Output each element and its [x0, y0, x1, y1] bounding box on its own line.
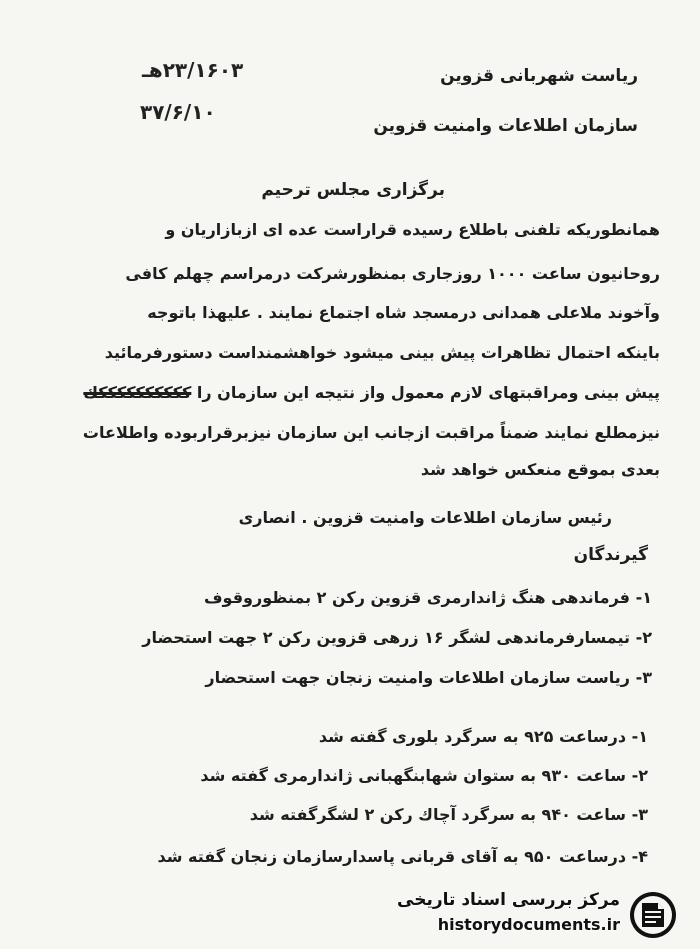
watermark-logo — [378, 888, 678, 944]
note-item-2: ۲- ساعت ۹۳۰ به ستوان شهابنگهبانى ژاندارمرى گفته شد — [200, 766, 648, 785]
note-item-1: ۱- درساعت ۹۲۵ به سرگرد بلورى گفته شد — [318, 727, 648, 746]
body-line-2: روحانيون ساعت ۱۰۰۰ روزجارى بمنظورشركت درمراسم چهلم كافى — [125, 264, 660, 283]
body-line-1: همانطوريكه تلفنى باطلاع رسيده قراراست عده اى ازبازاريان و — [165, 220, 660, 239]
note-item-4: ۴- درساعت ۹۵۰ به آقاى قربانى پاسدارسازمان زنجان گفته شد — [157, 847, 648, 866]
header-office: رياست شهربانى قزوين — [440, 66, 638, 86]
recipient-item-2: ۲- تيمسارفرماندهى لشگر ۱۶ زرهى قزوين ركن ۲ جهت استحضار — [142, 628, 652, 647]
reference-number: ۲۳/۱۶۰۳هـ — [142, 58, 244, 82]
body-line-4: باينكه احتمال تظاهرات پيش بينى ميشود خواهشمنداست دستورفرمائيد — [104, 343, 660, 362]
body-line-5 — [83, 383, 660, 402]
watermark-text-fa: مركز بررسى اسناد تاريخى — [397, 890, 620, 910]
recipient-item-1: ۱- فرماندهى هنگ ژاندارمرى قزوين ركن ۲ بمنظوروقوف — [203, 588, 652, 607]
note-item-3: ۳- ساعت ۹۴۰ به سرگرد آچاك ركن ۲ لشگرگفته شد — [249, 805, 648, 824]
struck-through-text: ككككككككككك — [83, 383, 192, 402]
header-organization: سازمان اطلاعات وامنيت قزوين — [373, 116, 638, 136]
body-line-6: نيزمطلع نمايند ضمناً مراقبت ازجانب اين سازمان نيزبرقراربوده واطلاعات — [82, 423, 660, 442]
document-date: ۳۷/۶/۱۰ — [140, 100, 216, 124]
body-line-7: بعدى بموقع منعكس خواهد شد — [420, 460, 660, 479]
signature-line: رئيس سازمان اطلاعات وامنيت قزوين . انصارى — [238, 508, 612, 527]
body-line-3: وآخوند ملاعلى همدانى درمسجد شاه اجتماع نمايند . عليهذا باتوجه — [147, 303, 660, 322]
recipient-item-3: ۳- رياست سازمان اطلاعات وامنيت زنجان جهت استحضار — [205, 668, 652, 687]
body-line-5-text: پيش بينى ومراقبتهاى لازم معمول واز نتيجه اين سازمان را — [196, 383, 660, 402]
recipients-heading: گيرندگان — [573, 545, 648, 565]
subject-title: برگزارى مجلس ترحيم — [261, 180, 445, 200]
watermark-text-en: historydocuments.ir — [437, 915, 620, 934]
document-center-logo-icon — [628, 890, 678, 940]
